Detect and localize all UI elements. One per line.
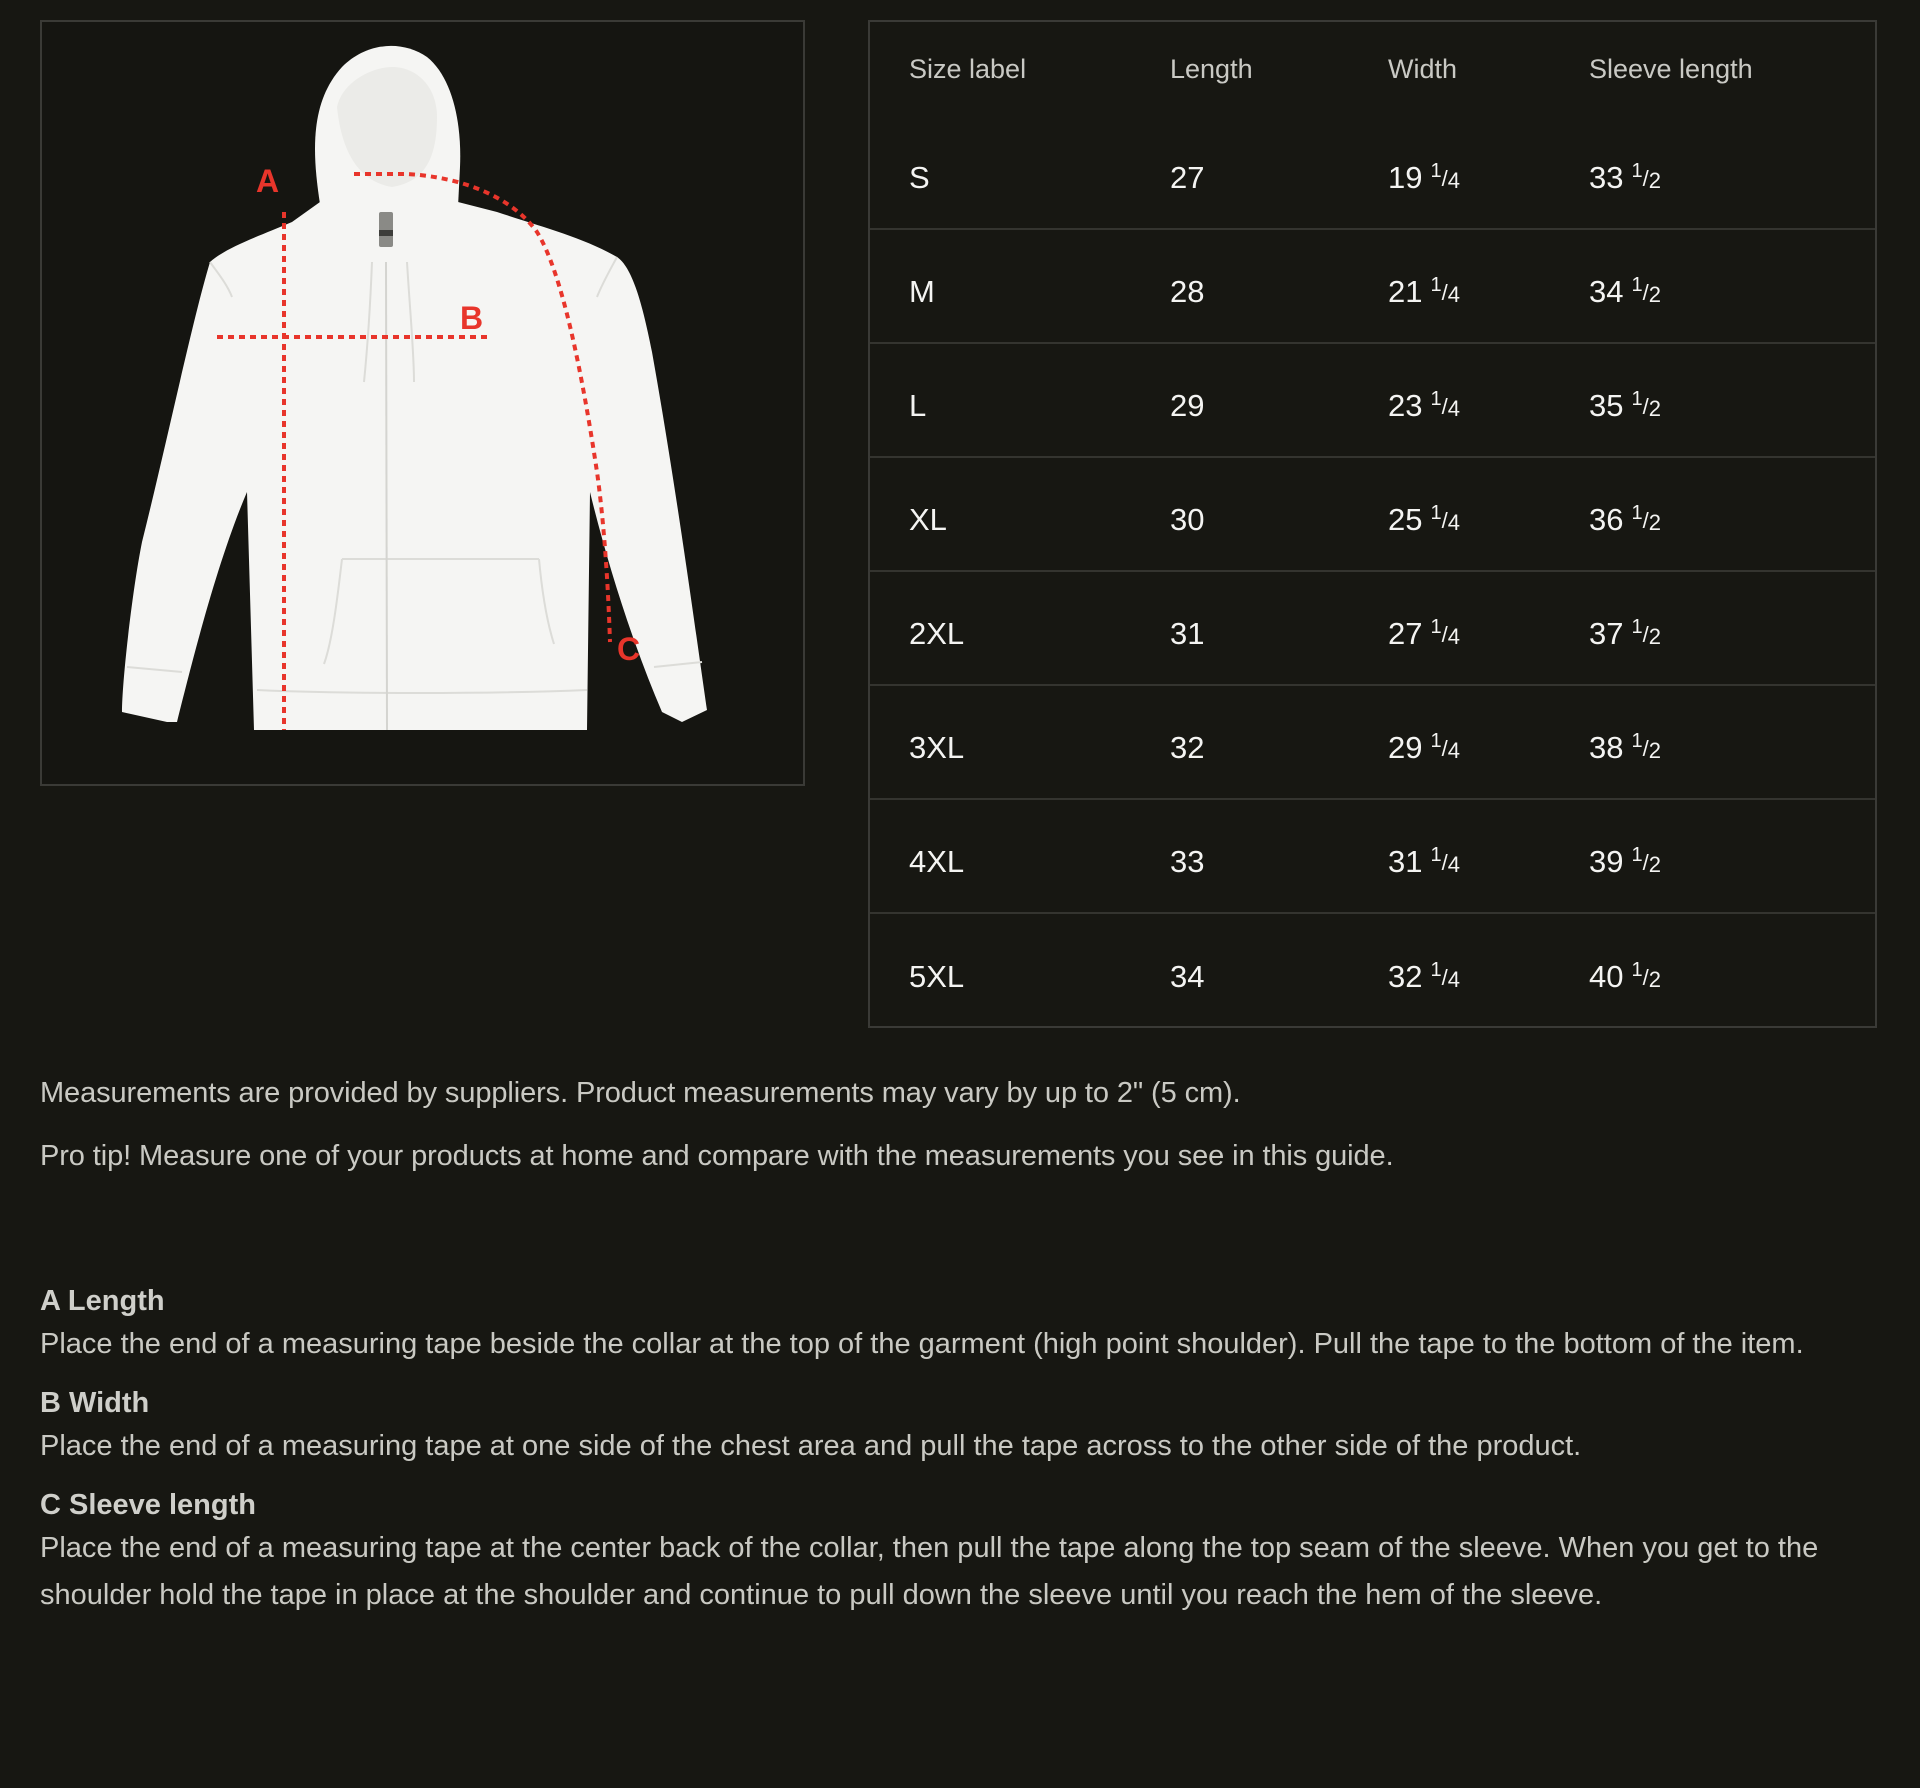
width-cell (1349, 229, 1550, 343)
length-value: 33 (1170, 844, 1205, 879)
width-whole: 19 (1388, 159, 1423, 195)
hoodie-measurement-illustration (40, 20, 805, 786)
length-cell (1131, 571, 1349, 685)
guide-title: B Width (40, 1387, 150, 1419)
fraction-slash: / (1441, 622, 1448, 647)
fraction-slash: / (1642, 736, 1649, 761)
length-cell (1131, 343, 1349, 457)
sleeve-whole: 38 (1589, 730, 1624, 765)
size-cell (870, 799, 1131, 913)
width-fraction (1430, 844, 1460, 879)
header-width: Width (1388, 54, 1458, 84)
zipper-pull-band (379, 230, 393, 236)
guide-text: Place the end of a measuring tape beside the collar at the top of the garment (high point shoulder). Pull the tape to the bottom of the item. (40, 1328, 1804, 1360)
fraction-numerator: 1 (1631, 502, 1643, 524)
sleeve-whole: 36 (1589, 502, 1624, 537)
fraction-denominator: 4 (1447, 966, 1460, 992)
guide-section-width (40, 1385, 1885, 1470)
length-cell (1131, 115, 1349, 229)
size-cell (870, 685, 1131, 799)
table-row (870, 685, 1875, 799)
marker-c: C (617, 631, 641, 667)
sleeve-fraction (1631, 388, 1661, 423)
fraction-numerator: 1 (1430, 388, 1442, 410)
size-value: M (909, 274, 935, 309)
fraction-denominator: 4 (1447, 624, 1460, 649)
sleeve-cell (1550, 913, 1875, 1027)
fraction-slash: / (1441, 280, 1448, 305)
fraction-slash: / (1642, 394, 1649, 419)
guide-section-length (40, 1283, 1885, 1368)
width-fraction (1430, 160, 1460, 195)
fraction-numerator: 1 (1631, 730, 1643, 752)
length-cell (1131, 685, 1349, 799)
length-value: 34 (1170, 958, 1205, 994)
fraction-denominator: 2 (1648, 624, 1661, 649)
table-row (870, 229, 1875, 343)
width-cell (1349, 343, 1550, 457)
length-value: 31 (1170, 616, 1205, 651)
size-value: 4XL (909, 844, 965, 879)
sleeve-whole: 40 (1589, 958, 1624, 994)
sleeve-whole: 39 (1589, 844, 1624, 879)
size-cell (870, 457, 1131, 571)
fraction-slash: / (1441, 508, 1448, 533)
measuring-guide (40, 1283, 1885, 1636)
marker-a: A (256, 163, 280, 199)
width-fraction (1430, 502, 1460, 537)
marker-b: B (460, 300, 484, 336)
table-row (870, 913, 1875, 1027)
size-cell (870, 343, 1131, 457)
table-header-row (870, 22, 1875, 115)
header-size-label: Size label (909, 54, 1027, 84)
fraction-slash: / (1441, 850, 1448, 875)
guide-text: Place the end of a measuring tape at one side of the chest area and pull the tape across to the other side of the product. (40, 1430, 1582, 1462)
table-row (870, 115, 1875, 229)
guide-section-sleeve-length (40, 1487, 1885, 1619)
size-table-body (870, 115, 1875, 1027)
width-cell (1349, 571, 1550, 685)
header-length: Length (1170, 54, 1253, 84)
fraction-slash: / (1642, 622, 1649, 647)
guide-text: Place the end of a measuring tape at the center back of the collar, then pull the tape along the top seam of the sleeve. When you get to the shoulder hold the tape in place at the shoulder and continue to pull down the sleeve until you reach the hem of the sleeve. (40, 1532, 1819, 1611)
sleeve-whole: 34 (1589, 274, 1624, 309)
fraction-denominator: 4 (1447, 738, 1460, 763)
width-cell (1349, 799, 1550, 913)
table-row (870, 799, 1875, 913)
size-value: 5XL (909, 958, 965, 994)
fraction-numerator: 1 (1430, 274, 1442, 296)
sleeve-cell (1550, 343, 1875, 457)
length-value: 30 (1170, 502, 1205, 537)
fraction-denominator: 2 (1648, 966, 1661, 992)
fraction-denominator: 2 (1648, 167, 1661, 193)
sleeve-fraction (1631, 616, 1661, 651)
size-value: 2XL (909, 616, 965, 651)
length-value: 32 (1170, 730, 1205, 765)
table-row (870, 343, 1875, 457)
fraction-numerator: 1 (1430, 958, 1442, 981)
fraction-slash: / (1441, 964, 1448, 990)
width-fraction (1430, 959, 1460, 994)
size-cell (870, 913, 1131, 1027)
width-whole: 29 (1388, 730, 1423, 765)
measurement-disclaimer: Measurements are provided by suppliers. Product measurements may vary by up to 2" (5 cm). (40, 1077, 1241, 1109)
fraction-numerator: 1 (1631, 844, 1643, 866)
sleeve-cell (1550, 685, 1875, 799)
table-row (870, 571, 1875, 685)
length-cell (1131, 229, 1349, 343)
width-whole: 25 (1388, 502, 1423, 537)
fraction-numerator: 1 (1631, 616, 1643, 638)
sleeve-cell (1550, 229, 1875, 343)
sleeve-cell (1550, 115, 1875, 229)
sleeve-fraction (1631, 160, 1661, 195)
size-table-container (868, 20, 1877, 1028)
fraction-denominator: 4 (1447, 396, 1460, 421)
fraction-denominator: 2 (1648, 738, 1661, 763)
fraction-numerator: 1 (1430, 844, 1442, 866)
fraction-slash: / (1642, 280, 1649, 305)
width-fraction (1430, 730, 1460, 765)
hoodie-diagram (42, 22, 803, 784)
sleeve-fraction (1631, 959, 1661, 994)
fraction-denominator: 4 (1447, 852, 1460, 877)
fraction-denominator: 4 (1447, 510, 1460, 535)
pro-tip: Pro tip! Measure one of your products at home and compare with the measurements you see in this guide. (40, 1140, 1394, 1172)
fraction-slash: / (1642, 850, 1649, 875)
header-sleeve-length: Sleeve length (1589, 54, 1753, 84)
sleeve-cell (1550, 799, 1875, 913)
fraction-slash: / (1642, 508, 1649, 533)
size-value: 3XL (909, 730, 965, 765)
width-whole: 32 (1388, 958, 1423, 994)
length-cell (1131, 799, 1349, 913)
width-fraction (1430, 274, 1460, 309)
size-cell (870, 571, 1131, 685)
size-cell (870, 229, 1131, 343)
width-cell (1349, 685, 1550, 799)
size-value: L (909, 388, 927, 423)
sleeve-whole: 33 (1589, 159, 1624, 195)
size-table (870, 22, 1875, 1027)
length-cell (1131, 457, 1349, 571)
fraction-denominator: 2 (1648, 852, 1661, 877)
fraction-numerator: 1 (1430, 730, 1442, 752)
fraction-denominator: 2 (1648, 510, 1661, 535)
fraction-numerator: 1 (1631, 274, 1643, 296)
sleeve-fraction (1631, 274, 1661, 309)
fraction-numerator: 1 (1631, 159, 1643, 182)
fraction-numerator: 1 (1430, 502, 1442, 524)
fraction-numerator: 1 (1430, 159, 1442, 182)
fraction-numerator: 1 (1631, 388, 1643, 410)
fraction-slash: / (1441, 165, 1448, 191)
fraction-slash: / (1441, 394, 1448, 419)
width-whole: 23 (1388, 388, 1423, 423)
fraction-numerator: 1 (1631, 958, 1643, 981)
length-value: 28 (1170, 274, 1205, 309)
sleeve-fraction (1631, 730, 1661, 765)
size-value: XL (909, 502, 947, 537)
sleeve-cell (1550, 457, 1875, 571)
fraction-denominator: 4 (1447, 167, 1460, 193)
fraction-denominator: 2 (1648, 282, 1661, 307)
table-row (870, 457, 1875, 571)
fraction-slash: / (1642, 964, 1649, 990)
length-value: 29 (1170, 388, 1205, 423)
width-cell (1349, 913, 1550, 1027)
width-fraction (1430, 388, 1460, 423)
fraction-numerator: 1 (1430, 616, 1442, 638)
width-whole: 21 (1388, 274, 1423, 309)
width-fraction (1430, 616, 1460, 651)
fraction-slash: / (1441, 736, 1448, 761)
sleeve-fraction (1631, 844, 1661, 879)
fraction-slash: / (1642, 165, 1649, 191)
guide-title: C Sleeve length (40, 1489, 256, 1521)
fraction-denominator: 4 (1447, 282, 1460, 307)
width-cell (1349, 115, 1550, 229)
length-value: 27 (1170, 159, 1205, 195)
sleeve-fraction (1631, 502, 1661, 537)
sleeve-cell (1550, 571, 1875, 685)
length-cell (1131, 913, 1349, 1027)
width-whole: 31 (1388, 844, 1423, 879)
sleeve-whole: 37 (1589, 616, 1624, 651)
sleeve-whole: 35 (1589, 388, 1624, 423)
width-cell (1349, 457, 1550, 571)
zipper-pull-icon (379, 212, 393, 247)
fraction-denominator: 2 (1648, 396, 1661, 421)
guide-title: A Length (40, 1285, 165, 1317)
size-value: S (909, 159, 930, 195)
width-whole: 27 (1388, 616, 1423, 651)
size-cell (870, 115, 1131, 229)
